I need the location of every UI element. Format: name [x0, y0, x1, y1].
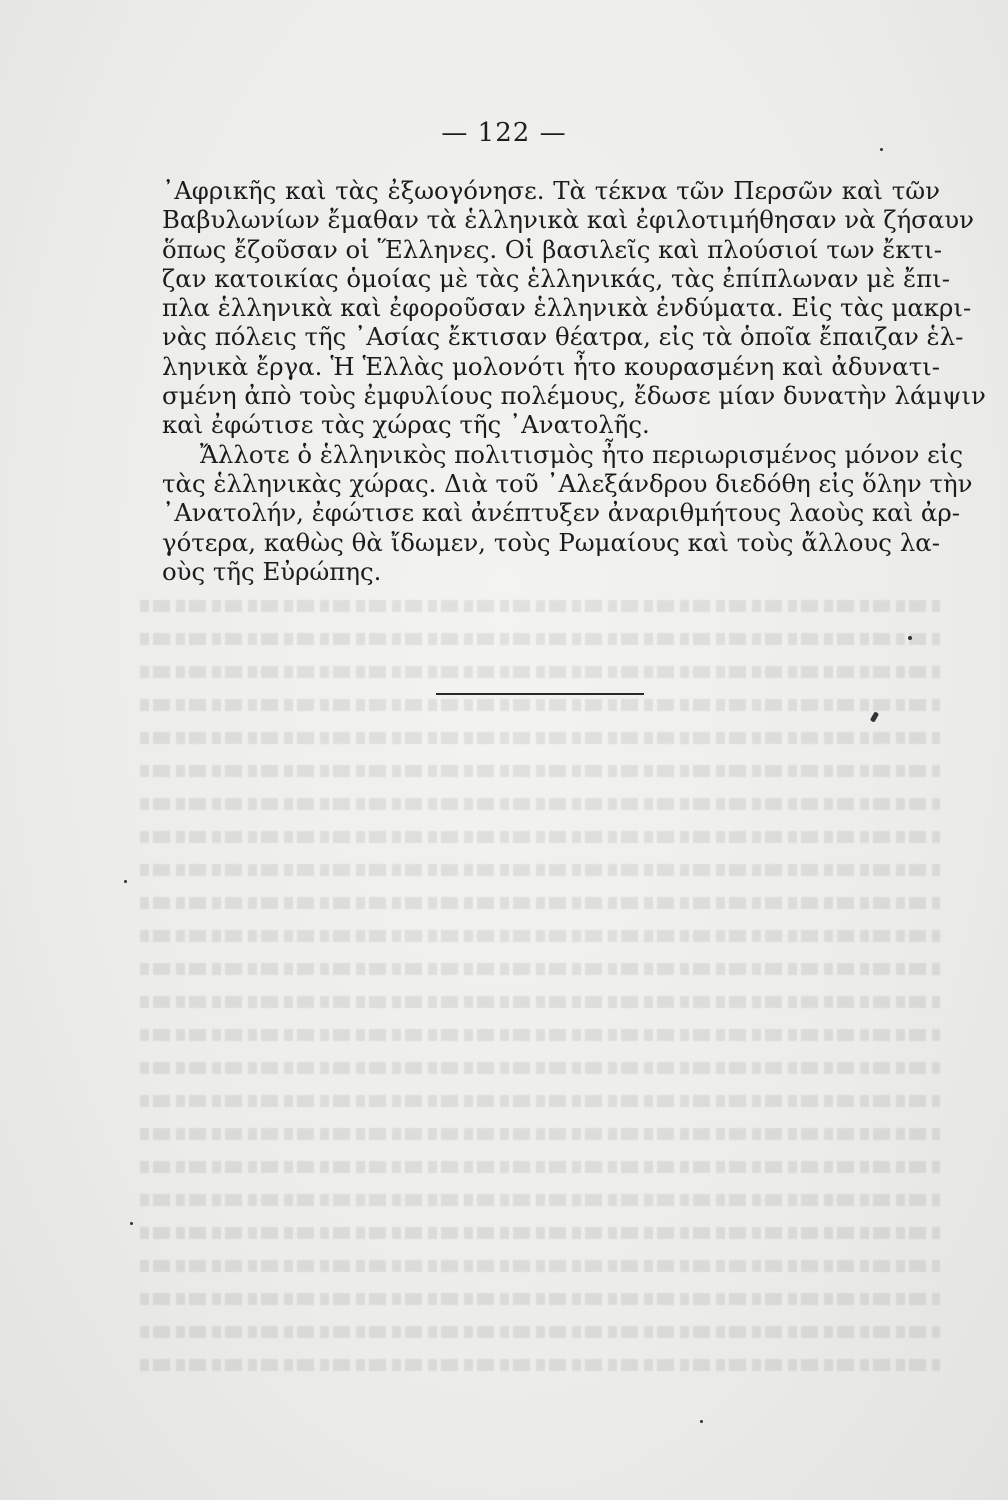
- text-line: οὺς τῆς Εὐρώπης.: [162, 556, 382, 586]
- ink-speck: [124, 880, 127, 883]
- text-line: τὰς ἑλληνικὰς χώρας. Διὰ τοῦ ᾽Αλεξάνδρου διεδόθη εἰς ὅλην τὴν: [162, 468, 973, 498]
- text-line: Βαβυλωνίων ἔμαθαν τὰ ἑλληνικὰ καὶ ἐφιλοτιμήθησαν νὰ ζήσαυν: [162, 205, 974, 235]
- text-line: νὰς πόλεις τῆς ᾽Ασίας ἔκτισαν θέατρα, εἰς τὰ ὁποῖα ἔπαιζαν ἑλ-: [162, 322, 964, 352]
- page-number: — 122 —: [441, 118, 567, 148]
- ink-speck: [880, 148, 883, 151]
- text-line: Ἄλλοτε ὁ ἑλληνικὸς πολιτισμὸς ἦτο περιωρισμένος μόνον εἰς: [200, 439, 964, 469]
- ink-speck: [130, 1222, 133, 1225]
- text-line: ληνικὰ ἔργα. Ἡ Ἑλλὰς μολονότι ἦτο κουρασμένη καὶ ἀδυνατι-: [162, 351, 940, 381]
- section-divider-rule: [436, 693, 644, 695]
- text-line: ᾽Ανατολήν, ἐφώτισε καὶ ἀνέπτυξεν ἀναριθμήτους λαοὺς καὶ ἀρ-: [162, 498, 960, 528]
- text-line: ὅπως ἔζοῦσαν οἱ Ἕλληνες. Οἱ βασιλεῖς καὶ πλούσιοί των ἔκτι-: [162, 234, 942, 264]
- paragraph-2: [162, 439, 973, 586]
- text-line: γότερα, καθὼς θὰ ἴδωμεν, τοὺς Ρωμαίους καὶ τοὺς ἄλλους λα-: [162, 527, 940, 557]
- text-line: ᾽Αφρικῆς καὶ τὰς ἐξωογόνησε. Τὰ τέκνα τῶν Περσῶν καὶ τῶν: [162, 176, 940, 205]
- text-line: σμένη ἀπὸ τοὺς ἐμφυλίους πολέμους, ἔδωσε μίαν δυνατὴν λάμψιν: [162, 381, 986, 411]
- text-line: καὶ ἐφώτισε τὰς χώρας τῆς ᾽Ανατολῆς.: [162, 410, 650, 440]
- paragraph-1: [162, 176, 986, 440]
- ink-speck: [908, 636, 912, 640]
- reverse-side-bleed-through: [140, 600, 940, 1420]
- ink-speck: [700, 1420, 703, 1423]
- body-text: [162, 176, 986, 586]
- text-line: πλα ἑλληνικὰ καὶ ἐφοροῦσαν ἑλληνικὰ ἐνδύματα. Εἰς τὰς μακρι-: [162, 293, 972, 323]
- text-line: ζαν κατοικίας ὁμοίας μὲ τὰς ἑλληνικάς, τὰς ἐπίπλωναν μὲ ἔπι-: [162, 263, 950, 293]
